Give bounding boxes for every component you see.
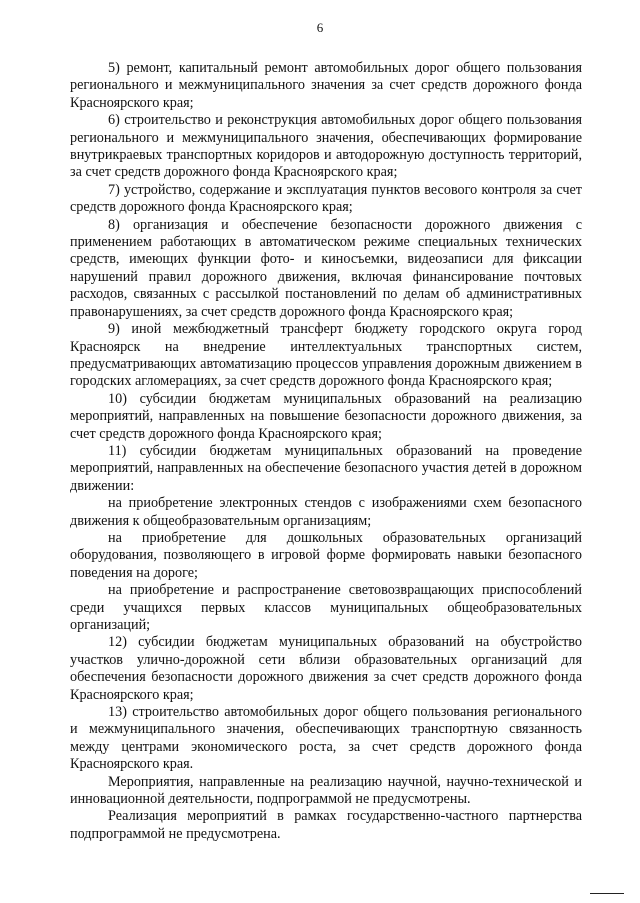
page-number: 6 <box>316 20 324 35</box>
paragraph-item-9: 9) иной межбюджетный трансферт бюджету городского округа город Красноярск на внедрение интеллектуальных транспортных систем, предусматривающих автоматизацию процессов управления дорожным движением в городских агломерациях, за счет средств дорожного фонда Красноярского края; <box>70 321 582 390</box>
paragraph-item-6: 6) строительство и реконструкция автомобильных дорог общего пользования регионального и межмуниципального значения, обеспечивающих формирование внутрикраевых транспортных коридоров и автодорожную доступность территорий, за счет средств дорожного фонда Красноярского края; <box>70 112 582 181</box>
document-body <box>70 60 582 843</box>
paragraph-item-13: 13) строительство автомобильных дорог общего пользования регионального и межмуниципального значения, обеспечивающих транспортную связанность между центрами экономического роста, за счет средств дорожного фонда Красноярского края. <box>70 704 582 773</box>
paragraph-item-10: 10) субсидии бюджетам муниципальных образований на реализацию мероприятий, направленных на повышение безопасности дорожного движения, за счет средств дорожного фонда Красноярского края; <box>70 390 582 442</box>
paragraph-item-12: 12) субсидии бюджетам муниципальных образований на обустройство участков улично-дорожной сети вблизи образовательных организаций для обеспечения безопасности дорожного движения за счет средств дорожного фонда Красноярского края; <box>70 634 582 703</box>
paragraph-ppp-note: Реализация мероприятий в рамках государственно-частного партнерства подпрограммой не предусмотрена. <box>70 808 582 842</box>
paragraph-item-8: 8) организация и обеспечение безопасности дорожного движения с применением работающих в автоматическом режиме специальных технических средств, имеющих функции фото- и киносъемки, видеозаписи для фиксации нарушений правил дорожного движения, включая финансирование почтовых расходов, связанных с рассылкой постановлений по делам об административных правонарушениях, за счет средств дорожного фонда Красноярского края; <box>70 216 582 320</box>
footer-divider <box>590 893 624 894</box>
paragraph-subitem-stands: на приобретение электронных стендов с изображениями схем безопасного движения к общеобразовательным организациям; <box>70 495 582 529</box>
paragraph-science-note: Мероприятия, направленные на реализацию научной, научно-технической и инновационной деятельности, подпрограммой не предусмотрены. <box>70 773 582 808</box>
paragraph-item-11: 11) субсидии бюджетам муниципальных образований на проведение мероприятий, направленных на обеспечение безопасного участия детей в дорожном движении: <box>70 442 582 494</box>
paragraph-subitem-reflectors: на приобретение и распространение световозвращающих приспособлений среди учащихся первых классов муниципальных общеобразовательных организаций; <box>70 582 582 633</box>
paragraph-subitem-equipment: на приобретение для дошкольных образовательных организаций оборудования, позволяющего в игровой форме формировать навыки безопасного поведения на дороге; <box>70 529 582 581</box>
paragraph-item-7: 7) устройство, содержание и эксплуатация пунктов весового контроля за счет средств дорожного фонда Красноярского края; <box>70 181 582 216</box>
paragraph-item-5: 5) ремонт, капитальный ремонт автомобильных дорог общего пользования регионального и межмуниципального значения за счет средств дорожного фонда Красноярского края; <box>70 60 582 111</box>
